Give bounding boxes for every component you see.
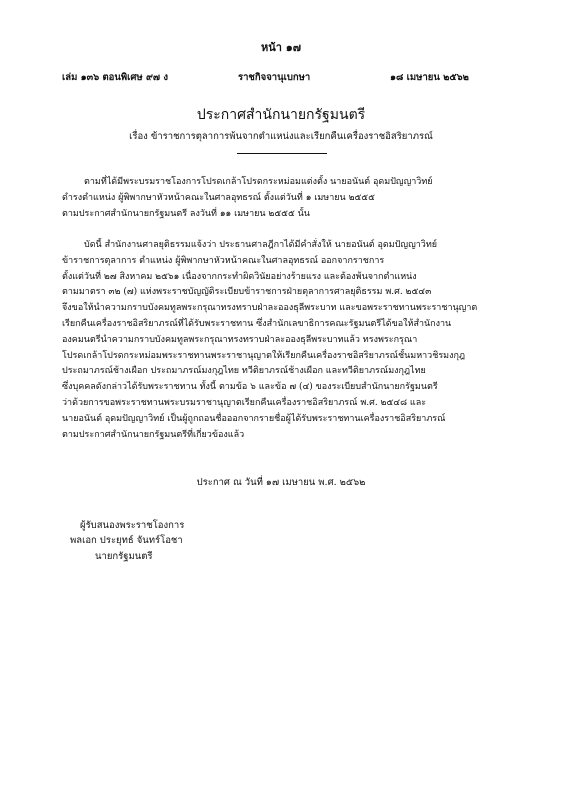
paragraph-line: ดำรงตำแหน่ง ผู้พิพากษาหัวหน้าคณะในศาลอุทธรณ์ ตั้งแต่วันที่ ๑ เมษายน ๒๕๕๕	[62, 192, 375, 203]
paragraph-line: นายอนันต์ อุดมปัญญาวิทย์ เป็นผู้ถูกถอนชื่อออกจากรายชื่อผู้ได้รับพระราชทานเครื่องราชอิสริยาภรณ์	[62, 413, 446, 424]
volume-info: เล่ม ๑๓๖ ตอนพิเศษ ๙๗ ง	[62, 72, 169, 83]
paragraph-line: ตั้งแต่วันที่ ๒๗ สิงหาคม ๒๕๖๑ เนื่องจากกระทำผิดวินัยอย่างร้ายแรง และต้องพ้นจากตำแหน่ง	[62, 271, 417, 282]
paragraph-line: องคมนตรีนำความกราบบังคมทูลพระกรุณาทรงทราบฝ่าละอองธุลีพระบาทแล้ว ทรงพระกรุณา	[62, 334, 418, 345]
paragraph-line: ตามประกาศสำนักนายกรัฐมนตรีที่เกี่ยวข้องแล้ว	[62, 429, 245, 440]
paragraph-line: เรียกคืนเครื่องราชอิสริยาภรณ์ที่ได้รับพระราชทาน ซึ่งสำนักเลขาธิการคณะรัฐมนตรีได้ขอให้สำนักงาน	[62, 318, 452, 329]
paragraph-line: ตามมาตรา ๓๒ (๗) แห่งพระราชบัญญัติระเบียบข้าราชการฝ่ายตุลาการศาลยุติธรรม พ.ศ. ๒๕๔๓	[62, 287, 432, 298]
signatory-name: พลเอก ประยุทธ์ จันทร์โอชา	[70, 535, 183, 546]
paragraph-line: โปรดเกล้าโปรดกระหม่อมพระราชทานพระราชานุญาตให้เรียกคืนเครื่องราชอิสริยาภรณ์ชั้นมหาวชิรมงกุฎ	[62, 350, 466, 361]
document-title: ประกาศสำนักนายกรัฐมนตรี	[196, 107, 366, 123]
document-subject: เรื่อง ข้าราชการตุลาการพ้นจากตำแหน่งและเรียกคืนเครื่องราชอิสริยาภรณ์	[129, 131, 433, 142]
paragraph-line: ซึ่งบุคคลดังกล่าวได้รับพระราชทาน ทั้งนี้ ตามข้อ ๖ และข้อ ๗ (๔) ของระเบียบสำนักนายกรัฐมนตรี	[62, 382, 438, 393]
paragraph-line: บัดนี้ สำนักงานศาลยุติธรรมแจ้งว่า ประธานศาลฎีกาได้มีคำสั่งให้ นายอนันต์ อุดมปัญญาวิทย์	[84, 240, 438, 250]
paragraph-1	[62, 175, 498, 222]
issue-date: ๑๘ เมษายน ๒๕๖๒	[390, 72, 469, 83]
paragraph-2	[62, 238, 498, 443]
page-number: หน้า ๑๗	[260, 41, 302, 54]
paragraph-line: จึงขอให้นำความกราบบังคมทูลพระกรุณาทรงทราบฝ่าละอองธุลีพระบาท และขอพระราชทานพระราชานุญาต	[62, 303, 478, 314]
paragraph-line: ประถมาภรณ์ช้างเผือก ประถมาภรณ์มงกุฎไทย ทวีติยาภรณ์ช้างเผือก และทวีติยาภรณ์มงกุฎไทย	[62, 366, 426, 377]
proclamation-date: ประกาศ ณ วันที่ ๑๗ เมษายน พ.ศ. ๒๕๖๒	[196, 477, 366, 488]
signatory-role: ผู้รับสนองพระราชโองการ	[80, 520, 185, 531]
title-divider	[237, 153, 327, 154]
paragraph-line: ว่าด้วยการขอพระราชทานพระบรมราชานุญาตเรียกคืนเครื่องราชอิสริยาภรณ์ พ.ศ. ๒๕๔๘ และ	[62, 397, 427, 408]
paragraph-line: ตามที่ได้มีพระบรมราชโองการโปรดเกล้าโปรดกระหม่อมแต่งตั้ง นายอนันต์ อุดมปัญญาวิทย์	[84, 177, 433, 187]
paragraph-line: ข้าราชการตุลาการ ตำแหน่ง ผู้พิพากษาหัวหน้าคณะในศาลอุทธรณ์ ออกจากราชการ	[62, 255, 385, 266]
paragraph-line: ตามประกาศสำนักนายกรัฐมนตรี ลงวันที่ ๑๑ เมษายน ๒๕๕๕ นั้น	[62, 208, 310, 219]
gazette-name: ราชกิจจานุเบกษา	[238, 72, 311, 83]
signatory-position: นายกรัฐมนตรี	[95, 551, 153, 562]
